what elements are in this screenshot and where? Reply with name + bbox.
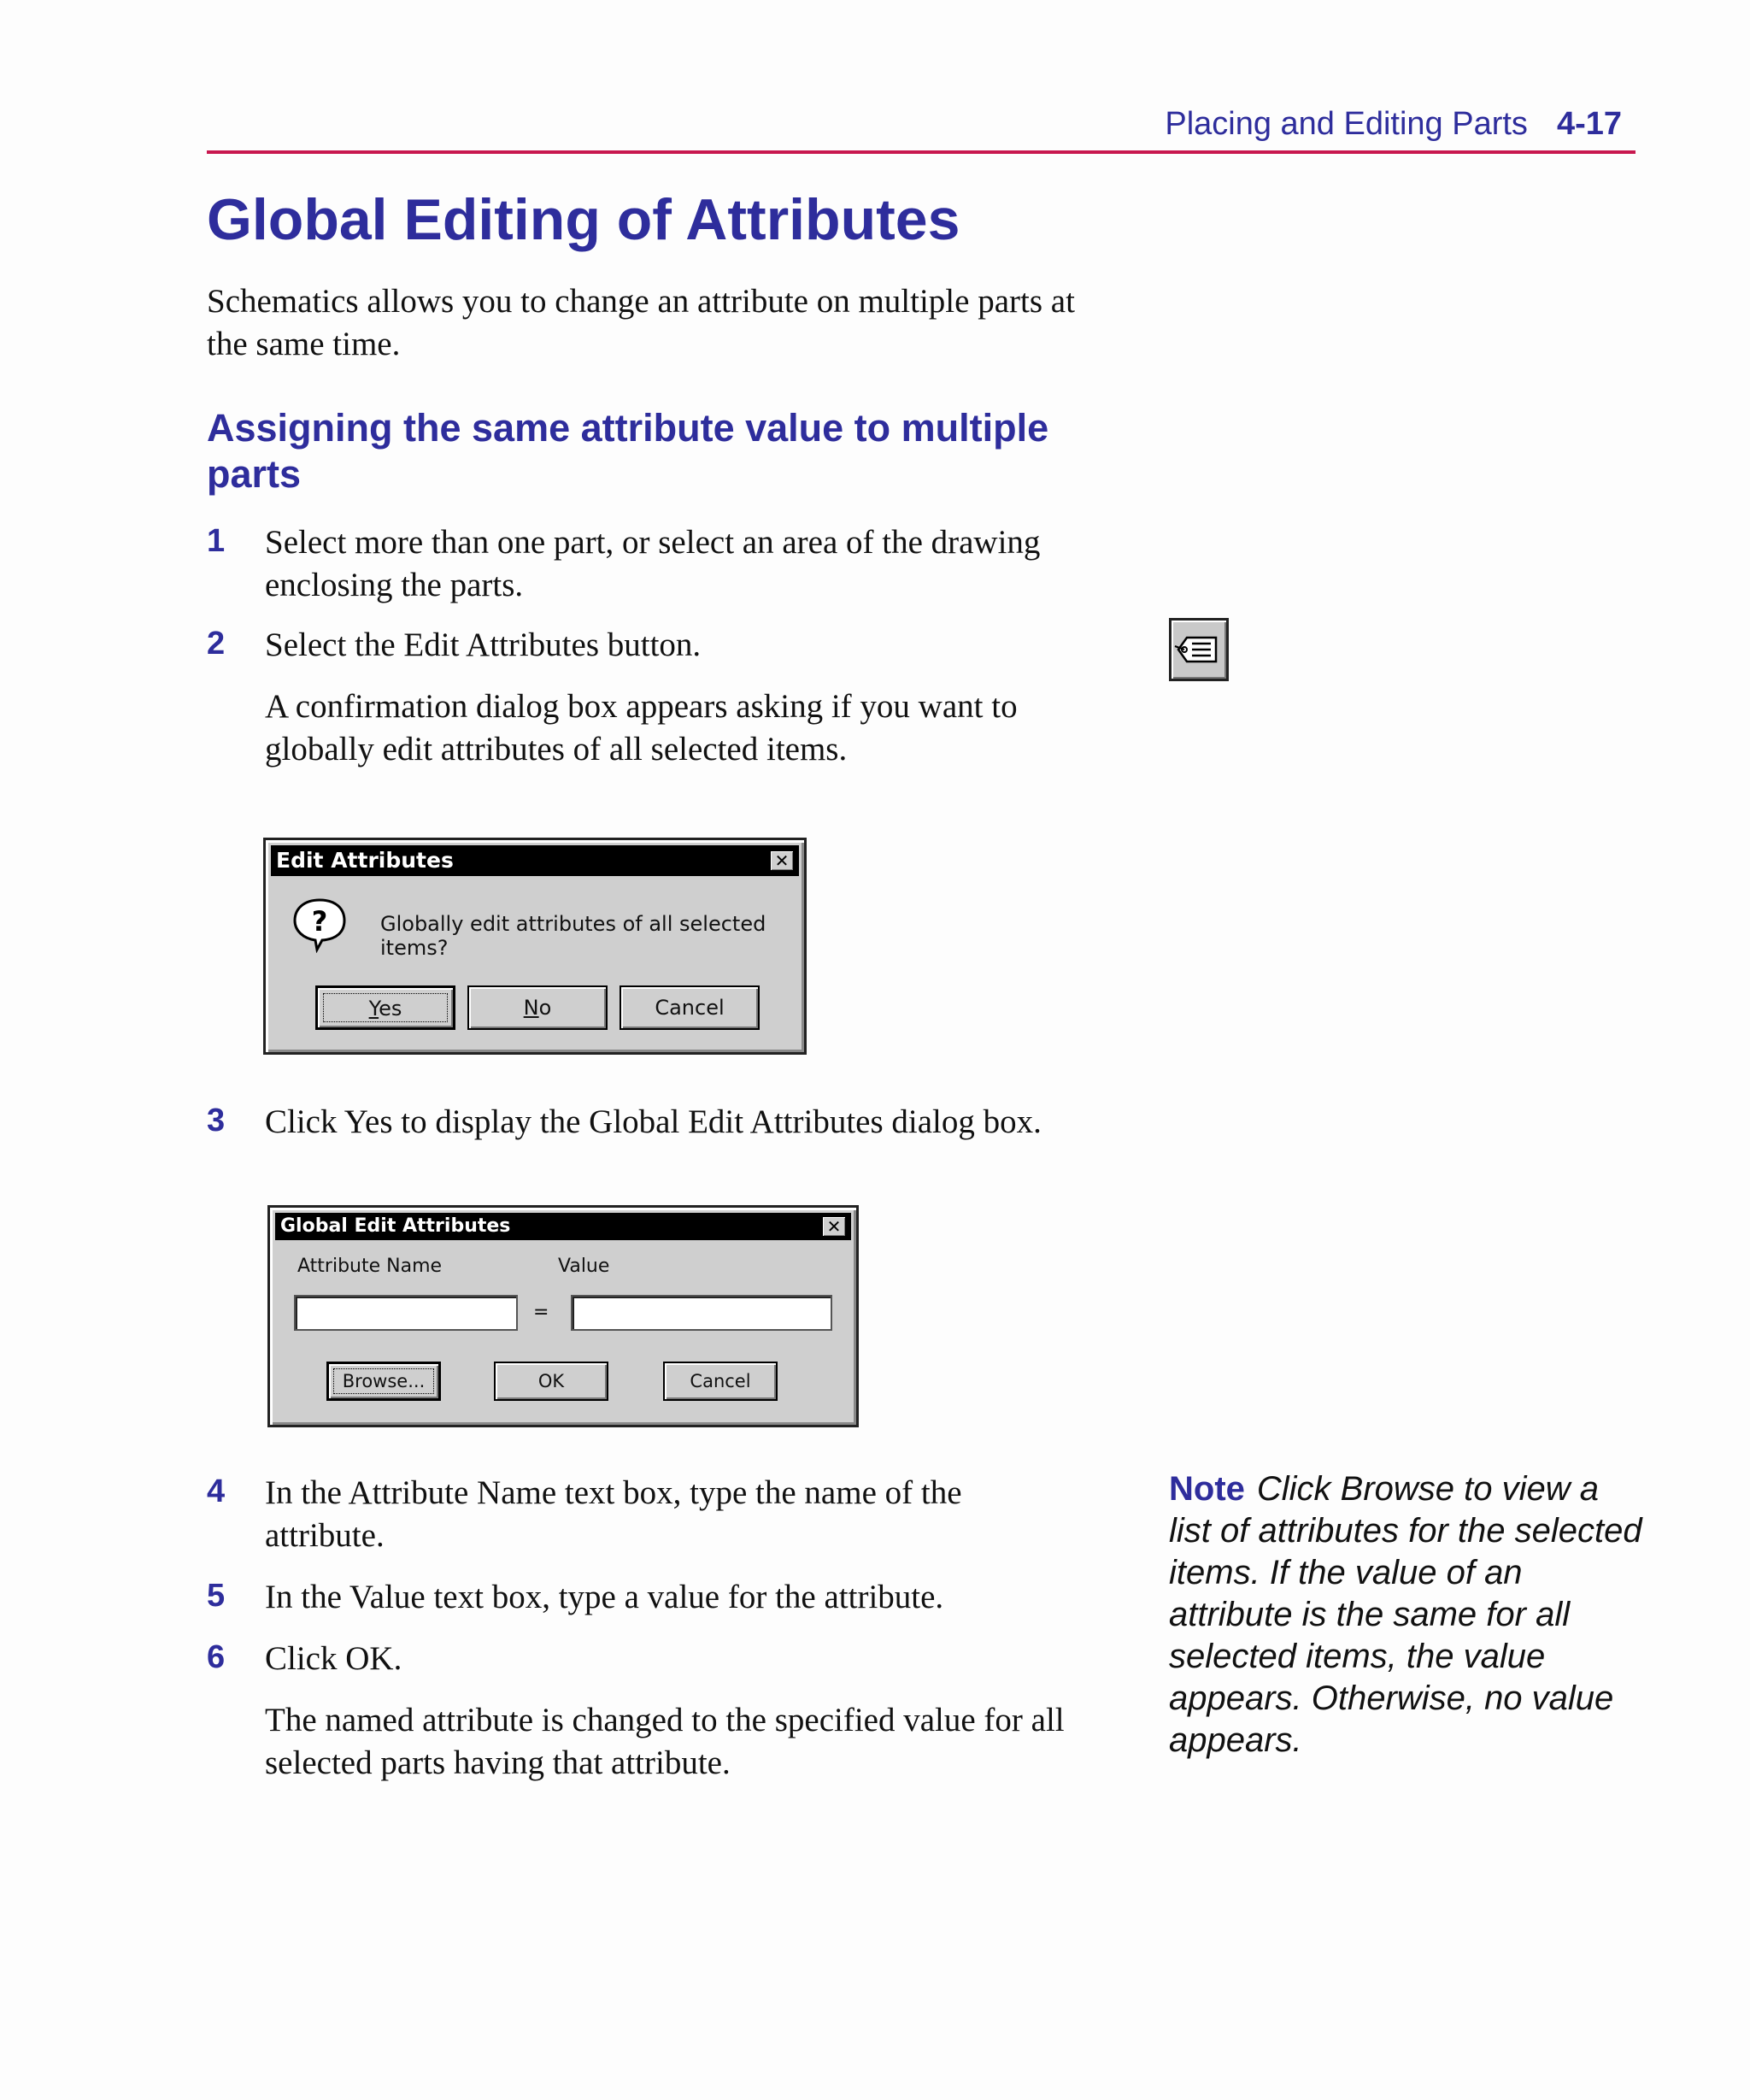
running-header <box>1165 106 1622 143</box>
step-number-2: 2 <box>207 626 226 662</box>
cancel-button[interactable] <box>620 985 760 1030</box>
close-icon[interactable]: ✕ <box>822 1216 846 1237</box>
section-title: Placing and Editing Parts <box>1165 106 1528 142</box>
browse-label: Browse... <box>342 1371 426 1391</box>
margin-note <box>1169 1468 1647 1762</box>
yes-label-rest: es <box>379 997 402 1021</box>
cancel-label: Cancel <box>655 996 725 1020</box>
step-number-4: 4 <box>207 1474 226 1509</box>
step-number-3: 3 <box>207 1103 226 1138</box>
step-text-2: Select the Edit Attributes button. <box>265 626 702 663</box>
tag-icon <box>1172 621 1226 679</box>
browse-button[interactable] <box>326 1362 441 1401</box>
close-icon[interactable]: ✕ <box>770 850 794 871</box>
global-edit-attributes-dialog <box>267 1205 859 1427</box>
step-number-6: 6 <box>207 1639 226 1675</box>
no-button[interactable] <box>467 985 608 1030</box>
page-title: Global Editing of Attributes <box>207 187 960 252</box>
value-label: Value <box>558 1256 610 1277</box>
value-input[interactable] <box>571 1295 832 1331</box>
step-text-3: Click Yes to display the Global Edit Attributes dialog box. <box>265 1103 1042 1140</box>
section-heading: Assigning the same attribute value to multiple parts <box>207 406 1049 496</box>
edit-attributes-dialog <box>263 838 807 1055</box>
step-followup-2: A confirmation dialog box appears asking if you want to globally edit attributes of all selected items. <box>265 688 1018 768</box>
equals-sign: = <box>533 1302 549 1323</box>
step-text-5: In the Value text box, type a value for the attribute. <box>265 1579 944 1615</box>
note-text: Click Browse to view a list of attributes for the selected items. If the value of an attribute is the same for all selected items, the value appears. Otherwise, no value appears. <box>1169 1470 1642 1759</box>
step-text-1: Select more than one part, or select an area of the drawing enclosing the parts. <box>265 524 1041 603</box>
dialog-title: Edit Attributes <box>276 848 454 873</box>
dialog-titlebar <box>275 1213 851 1240</box>
attribute-name-input[interactable] <box>294 1295 518 1331</box>
step-number-1: 1 <box>207 523 226 559</box>
edit-attributes-icon[interactable] <box>1169 618 1229 681</box>
cancel-button[interactable] <box>663 1362 778 1401</box>
ok-label: OK <box>537 1371 565 1391</box>
dialog-title: Global Edit Attributes <box>280 1215 511 1237</box>
attribute-name-label: Attribute Name <box>297 1256 443 1277</box>
cancel-label: Cancel <box>690 1371 751 1391</box>
no-mnemonic: N <box>523 996 539 1020</box>
step-number-5: 5 <box>207 1578 226 1614</box>
dialog-titlebar <box>271 845 799 876</box>
step-text-4: In the Attribute Name text box, type the name of the attribute. <box>265 1474 962 1554</box>
no-label-rest: o <box>538 996 552 1020</box>
note-label: Note <box>1169 1470 1245 1508</box>
step-text-6: Click OK. <box>265 1640 402 1677</box>
dialog-message: Globally edit attributes of all selected items? <box>380 912 766 960</box>
ok-button[interactable] <box>494 1362 608 1401</box>
question-icon <box>291 897 348 953</box>
intro-paragraph: Schematics allows you to change an attribute on multiple parts at the same time. <box>207 283 1075 362</box>
yes-button[interactable] <box>315 985 455 1030</box>
svg-text:?: ? <box>311 905 328 938</box>
yes-mnemonic: Y <box>368 997 379 1021</box>
page-number: 4-17 <box>1556 106 1622 142</box>
header-rule <box>207 150 1635 154</box>
step-followup-6: The named attribute is changed to the specified value for all selected parts having that attribute. <box>265 1702 1065 1781</box>
